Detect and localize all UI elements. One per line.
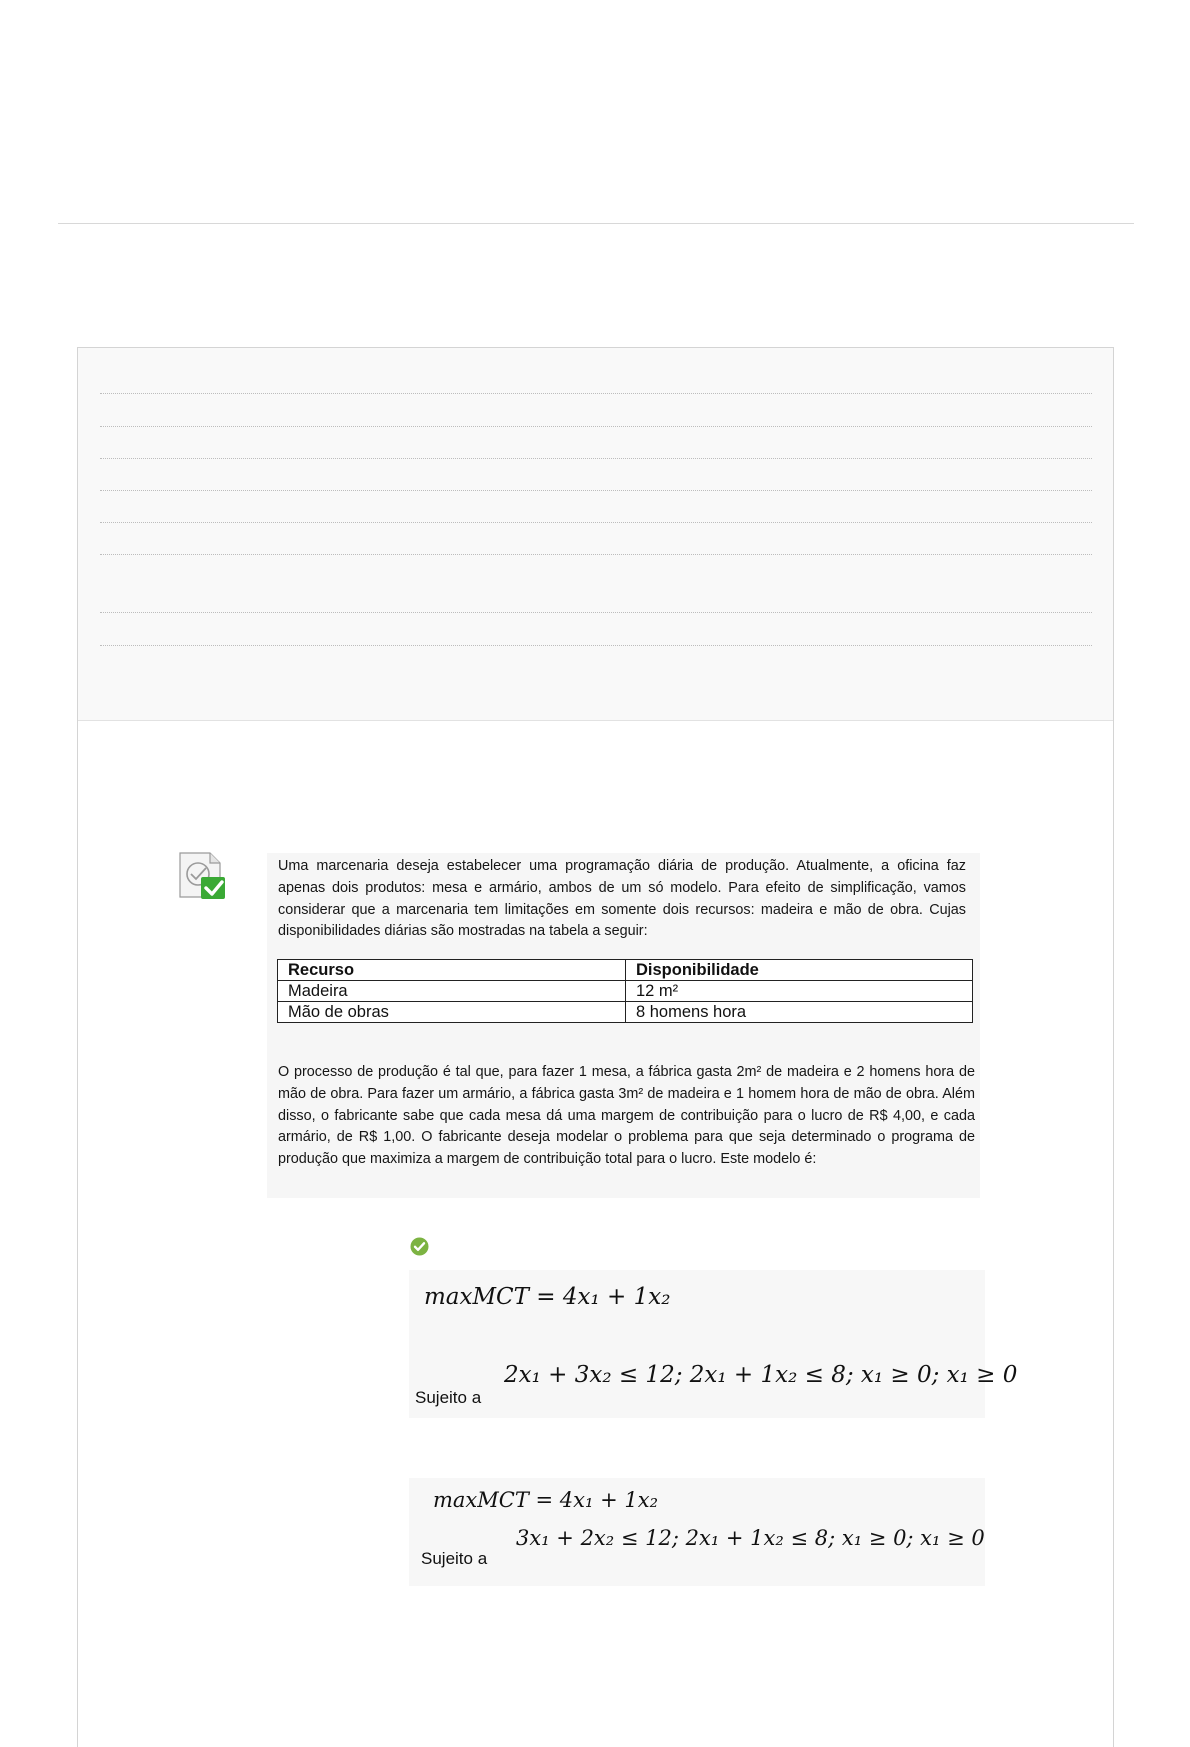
question-info-panel xyxy=(78,348,1113,721)
table-cell: Madeira xyxy=(278,981,626,1002)
question-intro-text: Uma marcenaria deseja estabelecer uma programação diária de produção. Atualmente, a oficina faz apenas dois produtos: mesa e armário, ambos de um só modelo. Para efeito de simplificação, vamos considerar que a marcenaria tem limitações em somente dois recursos: madeira e mão de obra. Cujas disponibilidades diárias são mostradas na tabela a seguir: xyxy=(278,858,966,940)
objective-function: maxMCT = 4x₁ + 1x₂ xyxy=(433,1488,658,1512)
info-row-divider xyxy=(100,554,1092,555)
table-row xyxy=(278,981,973,1002)
info-row-divider xyxy=(100,522,1092,523)
column-header: Recurso xyxy=(278,960,626,981)
question-body xyxy=(267,853,980,1198)
subject-to-label: Sujeito a xyxy=(421,1549,488,1568)
constraints: 3x₁ + 2x₂ ≤ 12; 2x₁ + 1x₂ ≤ 8; x₁ ≥ 0; x₁ ≥ 0 xyxy=(516,1526,985,1550)
answer-option-correct[interactable] xyxy=(409,1270,1018,1418)
document-check-icon xyxy=(177,851,231,901)
info-row-divider xyxy=(100,490,1092,491)
constraints: 2x₁ + 3x₂ ≤ 12; 2x₁ + 1x₂ ≤ 8; x₁ ≥ 0; x₁ ≥ 0 xyxy=(504,1362,1018,1388)
question-process-text: O processo de produção é tal que, para fazer 1 mesa, a fábrica gasta 2m² de madeira e 2 homens hora de mão de obra. Para fazer um armário, a fábrica gasta 3m² de madeira e 1 homem hora de mão de obra. Além disso, o fabricante sabe que cada mesa dá uma margem de contribuição para o lucro de R$ 4,00, e cada armário, de R$ 1,00. O fabricante deseja modelar o problema para que seja determinado o programa de produção que maximiza a margem de contribuição total para o lucro. Este modelo é: xyxy=(278,1064,975,1168)
column-header: Disponibilidade xyxy=(626,960,973,981)
table-cell: 12 m² xyxy=(626,981,973,1002)
info-row-divider xyxy=(100,458,1092,459)
page-divider xyxy=(58,223,1134,224)
subject-to-label: Sujeito a xyxy=(415,1388,482,1407)
table-cell: Mão de obras xyxy=(278,1002,626,1023)
answer-option[interactable] xyxy=(409,1478,985,1586)
info-row-divider xyxy=(100,645,1092,646)
resources-table xyxy=(277,959,973,1023)
info-row-divider xyxy=(100,426,1092,427)
table-cell: 8 homens hora xyxy=(626,1002,973,1023)
table-header-row xyxy=(278,960,973,981)
check-circle-icon xyxy=(410,1237,429,1256)
table-row xyxy=(278,1002,973,1023)
info-row-divider xyxy=(100,612,1092,613)
info-row-divider xyxy=(100,393,1092,394)
objective-function: maxMCT = 4x₁ + 1x₂ xyxy=(424,1284,671,1310)
